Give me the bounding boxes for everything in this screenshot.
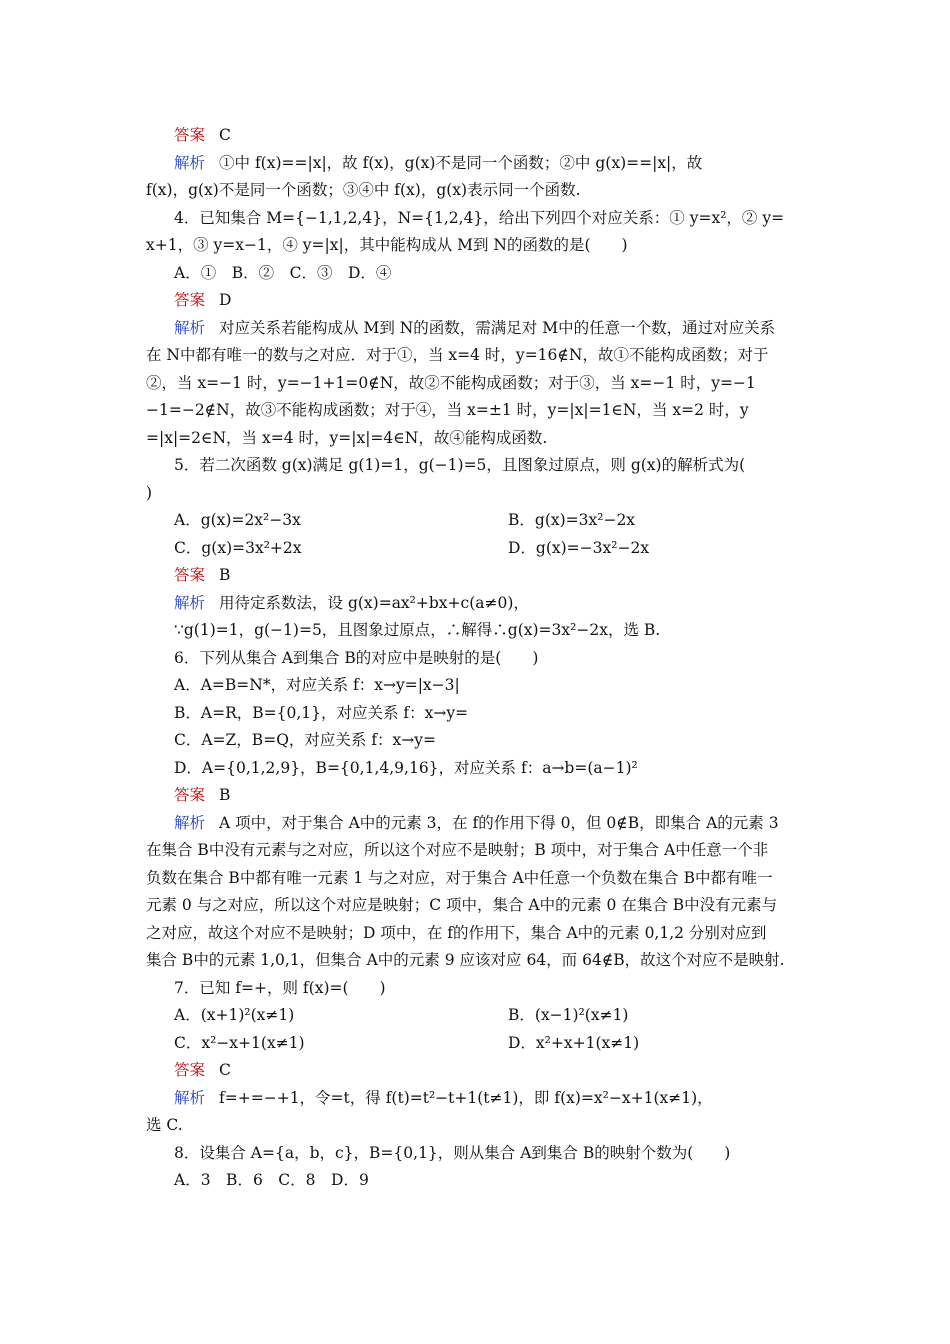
text-line — [146, 205, 810, 233]
line-text: C — [219, 126, 231, 144]
answer-line — [146, 562, 810, 590]
line-text: 集合 B中的元素 1,0,1，但集合 A中的元素 9 应该对应 64，而 64∉B，故这个对应不是映射. — [146, 951, 785, 969]
answer-label: 答案 — [174, 126, 206, 144]
analysis-label: 解析 — [174, 153, 206, 172]
line-text: B．A=R，B={0,1}，对应关系 f：x→y= — [174, 703, 469, 722]
line-text: ①中 f(x)==|x|，故 f(x)，g(x)不是同一个函数；②中 g(x)==|x|，故 — [219, 153, 703, 172]
option-row — [146, 1030, 810, 1058]
text-line — [146, 645, 810, 673]
option-row — [146, 1002, 810, 1030]
text-line — [146, 865, 810, 893]
line-text: C — [219, 1061, 231, 1079]
analysis-line — [146, 150, 810, 178]
answer-label: 答案 — [174, 291, 206, 309]
line-text: 元素 0 与之对应，所以这个对应是映射；C 项中，集合 A中的元素 0 在集合 B中没有元素与 — [146, 896, 778, 914]
answer-label: 答案 — [174, 786, 206, 804]
analysis-label: 解析 — [174, 318, 206, 337]
text-line — [146, 452, 810, 480]
option: D．g(x)=−3x²−2x — [508, 538, 650, 557]
option-row — [146, 535, 810, 563]
line-text: ∵g(1)=1，g(−1)=5，且图象过原点，∴解得∴g(x)=3x²−2x，选 B. — [174, 621, 661, 639]
answer-line — [146, 1057, 810, 1085]
line-text: B — [219, 566, 231, 584]
line-text: 在集合 B中没有元素与之对应，所以这个对应不是映射；B 项中，对于集合 A中任意一个非 — [146, 841, 769, 859]
text-line — [146, 892, 810, 920]
line-text: 负数在集合 B中都有唯一元素 1 与之对应，对于集合 A中任意一个负数在集合 B中都有唯一 — [146, 868, 773, 887]
line-text: D．A={0,1,2,9}，B={0,1,4,9,16}，对应关系 f：a→b=(a−1)² — [174, 758, 638, 777]
line-text: f(x)，g(x)不是同一个函数；③④中 f(x)，g(x)表示同一个函数. — [146, 181, 581, 199]
answer-label: 答案 — [174, 566, 206, 584]
line-text: f=+=−+1，令=t，得 f(t)=t²−t+1(t≠1)，即 f(x)=x²−x+1(x≠1)， — [219, 1088, 713, 1107]
analysis-line — [146, 590, 810, 618]
line-text: A 项中，对于集合 A中的元素 3，在 f的作用下得 0，但 0∉B，即集合 A的元素 3 — [219, 813, 779, 832]
option: D．x²+x+1(x≠1) — [508, 1033, 640, 1052]
text-line — [146, 177, 810, 205]
analysis-label: 解析 — [174, 813, 206, 832]
line-text: 7．已知 f=+，则 f(x)=( ) — [174, 978, 386, 997]
text-line — [146, 755, 810, 783]
line-text: 8．设集合 A={a，b，c}，B={0,1}，则从集合 A到集合 B的映射个数为( ) — [174, 1143, 731, 1162]
line-text: 之对应，故这个对应不是映射；D 项中，在 f的作用下，集合 A中的元素 0,1,2 分别对应到 — [146, 923, 767, 942]
line-text: 用待定系数法，设 g(x)=ax²+bx+c(a≠0)， — [219, 593, 529, 612]
line-text: B — [219, 786, 231, 804]
line-text: =|x|=2∈N，当 x=4 时，y=|x|=4∈N，故④能构成函数. — [146, 428, 548, 447]
text-line — [146, 397, 810, 425]
answer-label: 答案 — [174, 1061, 206, 1079]
line-text: A．3 B．6 C．8 D．9 — [174, 1171, 369, 1189]
line-text: 对应关系若能构成从 M到 N的函数，需满足对 M中的任意一个数，通过对应关系 — [219, 318, 776, 337]
text-line — [146, 1112, 810, 1140]
option: C．x²−x+1(x≠1) — [174, 1033, 305, 1052]
line-text: 选 C. — [146, 1116, 183, 1134]
line-text: C．A=Z，B=Q，对应关系 f：x→y= — [174, 731, 437, 749]
analysis-label: 解析 — [174, 593, 206, 612]
text-line — [146, 1140, 810, 1168]
text-line — [146, 260, 810, 288]
text-line — [146, 700, 810, 728]
option-row — [146, 507, 810, 535]
text-line — [146, 727, 810, 755]
answer-line — [146, 287, 810, 315]
option: A．g(x)=2x²−3x — [174, 511, 301, 529]
analysis-line — [146, 810, 810, 838]
analysis-line — [146, 315, 810, 343]
line-text: 6．下列从集合 A到集合 B的对应中是映射的是( ) — [174, 648, 539, 667]
text-line — [146, 425, 810, 453]
line-text: −1=−2∉N，故③不能构成函数；对于④，当 x=±1 时，y=|x|=1∈N，当 x=2 时，y — [146, 401, 749, 419]
option: C．g(x)=3x²+2x — [174, 538, 302, 557]
text-line — [146, 672, 810, 700]
text-line — [146, 232, 810, 260]
line-text: A．A=B=N*，对应关系 f：x→y=|x−3| — [174, 676, 460, 694]
text-line — [146, 947, 810, 975]
text-line — [146, 342, 810, 370]
analysis-line — [146, 1085, 810, 1113]
answer-line — [146, 122, 810, 150]
text-line — [146, 480, 810, 508]
analysis-label: 解析 — [174, 1088, 206, 1107]
line-text: ②，当 x=−1 时，y=−1+1=0∉N，故②不能构成函数；对于③，当 x=−1 时，y=−1 — [146, 373, 756, 392]
line-text: ) — [146, 483, 153, 502]
option: A．(x+1)²(x≠1) — [174, 1006, 295, 1024]
text-line — [146, 920, 810, 948]
document-body — [146, 122, 810, 1195]
line-text: x+1，③ y=x−1，④ y=|x|，其中能构成从 M到 N的函数的是( ) — [146, 236, 628, 254]
line-text: 4．已知集合 M={−1,1,2,4}，N={1,2,4}，给出下列四个对应关系：① y=x²，② y= — [174, 208, 785, 227]
line-text: 5．若二次函数 g(x)满足 g(1)=1，g(−1)=5，且图象过原点，则 g(x)的解析式为( — [174, 456, 746, 474]
text-line — [146, 617, 810, 645]
line-text: D — [219, 291, 232, 309]
option: B．(x−1)²(x≠1) — [508, 1006, 629, 1024]
text-line — [146, 837, 810, 865]
line-text: A．① B．② C．③ D．④ — [174, 263, 392, 282]
line-text: 在 N中都有唯一的数与之对应．对于①，当 x=4 时，y=16∉N，故①不能构成函数；对于 — [146, 346, 769, 364]
text-line — [146, 1167, 810, 1195]
answer-line — [146, 782, 810, 810]
option: B．g(x)=3x²−2x — [508, 511, 636, 529]
text-line — [146, 975, 810, 1003]
text-line — [146, 370, 810, 398]
